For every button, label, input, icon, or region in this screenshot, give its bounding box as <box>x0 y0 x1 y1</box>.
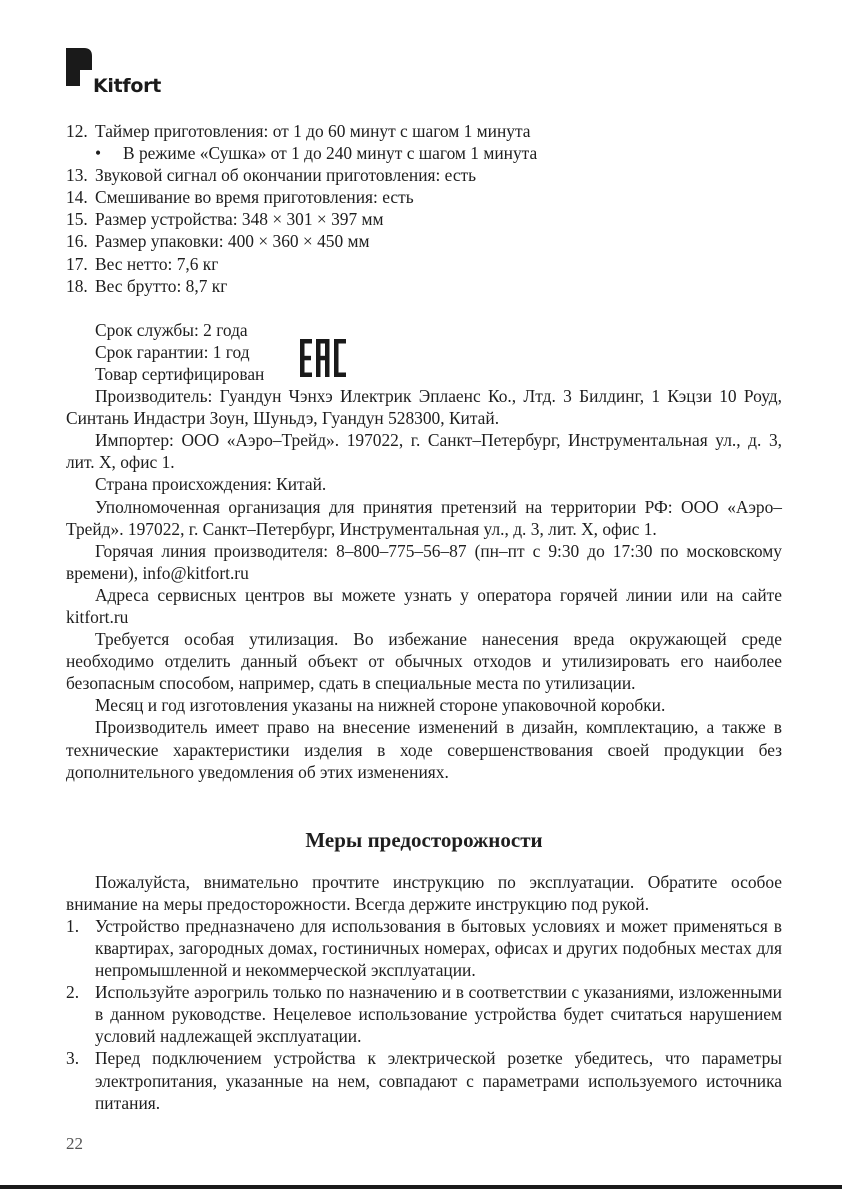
info-section <box>66 385 782 783</box>
page-bottom-border <box>0 1185 842 1189</box>
spec-text: Вес брутто: 8,7 кг <box>95 275 228 296</box>
precaution-number: 1. <box>66 915 80 936</box>
kitfort-logo-mark-icon <box>66 48 92 86</box>
spec-item <box>66 208 782 230</box>
brand-logo <box>66 48 186 98</box>
precautions-title: Меры предосторожности <box>305 827 543 852</box>
disposal-info: Требуется особая утилизация. Во избежание нанесения вреда окружающей среде необходимо отделить данный объект от обычных отходов и утилизировать его наиболее безопасным способом, например, сдать в специальные места по утилизации. <box>66 629 782 694</box>
precaution-text: Используйте аэрогриль только по назначению и в соответствии с указаниями, изложенными в данном руководстве. Нецелевое использование устройства будет считаться нарушением условий надлежащей эксплуатации. <box>95 982 782 1047</box>
manufacture-date-info: Месяц и год изготовления указаны на нижней стороне упаковочной коробки. <box>95 695 666 716</box>
claims-organization: Уполномоченная организация для принятия претензий на территории РФ: ООО «Аэро–Трейд». 197022, г. Санкт–Петербург, Инструментальная ул., д. 3, лит. Х, офис 1. <box>66 496 782 539</box>
spec-number: 16. <box>66 231 88 252</box>
spec-text: Размер устройства: 348 × 301 × 397 мм <box>95 209 384 230</box>
service-centers-info: Адреса сервисных центров вы можете узнать у оператора горячей линии или на сайте kitfort.ru <box>66 584 782 627</box>
precaution-number: 2. <box>66 982 80 1003</box>
spec-text: Размер упаковки: 400 × 360 × 450 мм <box>95 231 370 252</box>
precaution-text: Устройство предназначено для использования в бытовых условиях и может применяться в квартирах, загородных домах, гостиничных номерах, офисах и других подобных местах для непромышленной и некоммерческой эксплуатации. <box>95 915 782 981</box>
spec-number: 15. <box>66 209 88 230</box>
spec-number: 18. <box>66 275 88 296</box>
precautions-intro: Пожалуйста, внимательно прочтите инструкцию по эксплуатации. Обратите особое внимание на меры предосторожности. Всегда держите инструкцию под рукой. <box>66 871 782 914</box>
spec-number: 13. <box>66 165 88 186</box>
bullet-icon: • <box>95 143 102 164</box>
spec-number: 12. <box>66 121 88 141</box>
brand-name: Kitfort <box>93 75 161 97</box>
spec-item <box>66 230 782 252</box>
eac-mark-icon <box>300 339 346 377</box>
spec-subitem <box>66 142 782 164</box>
changes-notice: Производитель имеет право на внесение изменений в дизайн, комплектацию, а также в технические характеристики изделия в ходе совершенствования своей продукции без дополнительного уведомления об этих изменениях. <box>66 717 782 782</box>
spec-list <box>66 120 782 297</box>
precaution-text: Перед подключением устройства к электрической розетке убедитесь, что параметры электропитания, указанные на нем, совпадают с параметрами используемого источника питания. <box>95 1048 782 1113</box>
hotline-info: Горячая линия производителя: 8–800–775–56–87 (пн–пт с 9:30 до 17:30 по московскому времени), info@kitfort.ru <box>66 540 782 583</box>
spec-text: Звуковой сигнал об окончании приготовления: есть <box>95 165 477 186</box>
spec-number: 14. <box>66 187 88 208</box>
spec-text: Смешивание во время приготовления: есть <box>95 187 414 208</box>
precaution-item <box>66 1047 782 1113</box>
precaution-item <box>66 915 782 981</box>
spec-text: Таймер приготовления: от 1 до 60 минут с шагом 1 минута <box>95 121 531 141</box>
page-number: 22 <box>66 1134 83 1153</box>
importer-info: Импортер: ООО «Аэро–Трейд». 197022, г. Санкт–Петербург, Инструментальная ул., д. 3, лит. Х, офис 1. <box>66 430 782 473</box>
manufacturer-info: Производитель: Гуандун Чэнхэ Илектрик Эплаенс Ко., Лтд. 3 Билдинг, 1 Кэцзи 10 Роуд, Синтань Индастри Зоун, Шуньдэ, Гуандун 528300, Китай. <box>66 386 782 429</box>
spec-item <box>66 120 782 142</box>
country-of-origin: Страна происхождения: Китай. <box>95 474 327 495</box>
spec-text: Вес нетто: 7,6 кг <box>95 253 219 274</box>
precautions-list <box>66 915 782 1114</box>
precaution-number: 3. <box>66 1048 80 1069</box>
spec-item <box>66 164 782 186</box>
spec-item <box>66 186 782 208</box>
spec-item <box>66 275 782 297</box>
spec-item <box>66 253 782 275</box>
precaution-item <box>66 981 782 1047</box>
certified-label: Товар сертифицирован <box>95 363 265 384</box>
certification-block <box>66 319 782 385</box>
warranty-period: Срок гарантии: 1 год <box>95 341 250 362</box>
spec-text: В режиме «Сушка» от 1 до 240 минут с шагом 1 минута <box>123 143 538 164</box>
spec-number: 17. <box>66 253 88 274</box>
service-life: Срок службы: 2 года <box>95 319 248 340</box>
page-content <box>66 120 782 1114</box>
